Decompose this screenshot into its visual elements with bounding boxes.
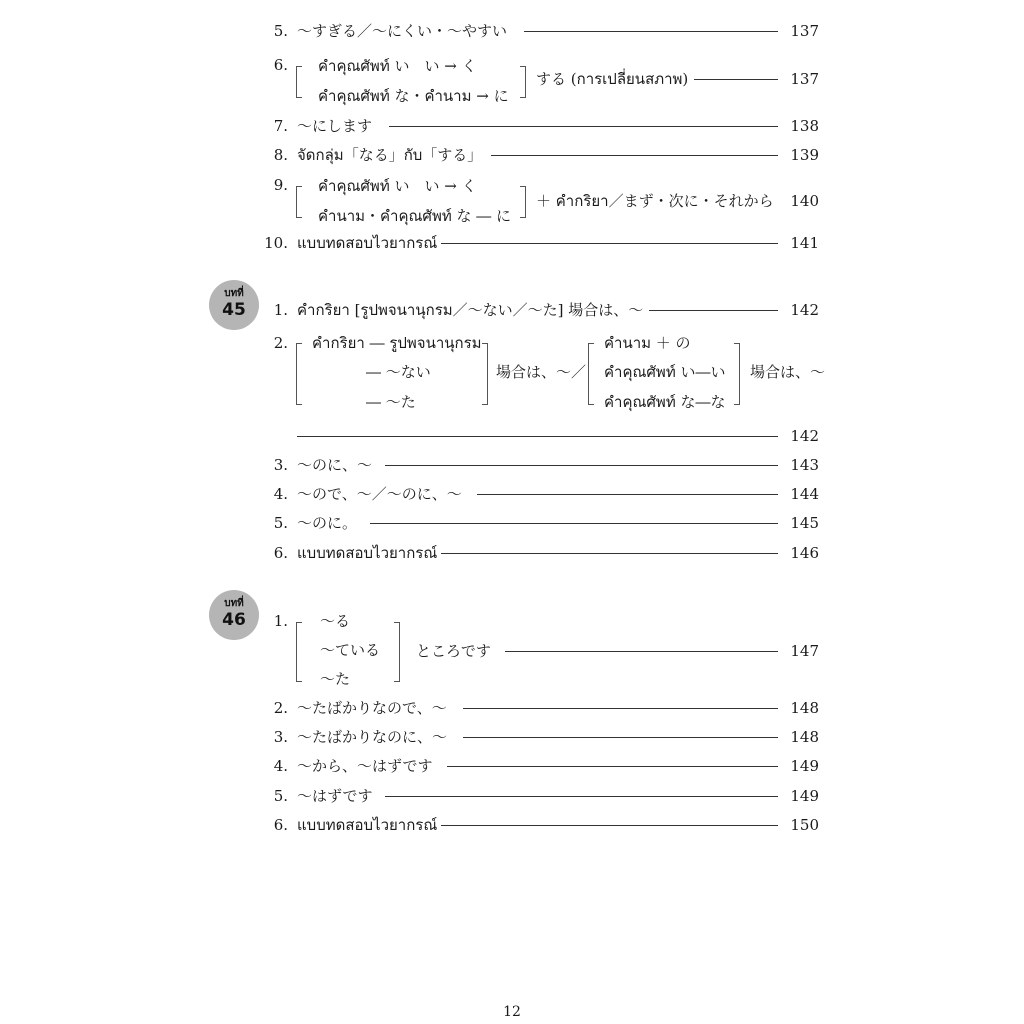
entry-number: 3. xyxy=(273,728,288,746)
dot-leader xyxy=(505,651,778,652)
toc-entry xyxy=(0,755,1024,777)
entry-suffix: 場合は、～ xyxy=(750,363,826,381)
toc-entry xyxy=(0,512,1024,534)
toc-entry xyxy=(0,697,1024,719)
entry-page: 150 xyxy=(790,816,819,834)
entry-title: ～から、～はずです xyxy=(297,757,433,775)
right-bracket xyxy=(520,186,526,218)
entry-title: จัดกลุ่ม「なる」กับ「する」 xyxy=(297,146,483,164)
entry-number: 2. xyxy=(273,699,288,717)
left-bracket xyxy=(296,343,302,405)
entry-page: 145 xyxy=(790,514,819,532)
entry-number: 2. xyxy=(273,334,288,352)
bracket-line-1: ～る xyxy=(320,612,351,630)
right-bracket xyxy=(394,622,400,682)
dot-leader xyxy=(441,243,778,244)
entry-title: ～のに。 xyxy=(297,514,358,532)
toc-entry xyxy=(0,115,1024,137)
dot-leader xyxy=(441,825,778,826)
toc-entry xyxy=(0,144,1024,166)
entry-title: ～すぎる／～にくい・～やすい xyxy=(297,22,508,40)
toc-entry xyxy=(0,542,1024,564)
dot-leader xyxy=(524,31,778,32)
lesson-badge-number: 46 xyxy=(222,610,246,630)
toc-entry xyxy=(0,232,1024,254)
entry-title: ～ので、～／～のに、～ xyxy=(297,485,462,503)
entry-suffix: する (การเปลี่ยนสภาพ) xyxy=(536,70,689,88)
page-number: 12 xyxy=(503,1004,521,1020)
bracket-line-1: คำนาม ＋ の xyxy=(604,334,691,352)
dot-leader xyxy=(389,126,778,127)
entry-number: 4. xyxy=(273,757,288,775)
dot-leader xyxy=(463,737,778,738)
entry-number: 3. xyxy=(273,456,288,474)
toc-entry xyxy=(0,483,1024,505)
entry-number: 10. xyxy=(264,234,288,252)
right-bracket xyxy=(734,343,740,405)
entry-number: 5. xyxy=(273,787,288,805)
entry-page: 146 xyxy=(790,544,819,562)
toc-entry xyxy=(0,299,1024,321)
dot-leader xyxy=(447,766,778,767)
entry-number: 7. xyxy=(273,117,288,135)
dot-leader xyxy=(297,436,778,437)
entry-title: ～のに、～ xyxy=(297,456,373,474)
entry-title: ～にします xyxy=(297,117,373,135)
lesson-badge-label: บทที่ xyxy=(224,288,244,299)
entry-page: 137 xyxy=(790,22,819,40)
entry-number: 6. xyxy=(273,544,288,562)
toc-entry xyxy=(0,20,1024,42)
bracket-line-2: คำคุณศัพท์ な・คำนาม → に xyxy=(318,87,509,105)
bracket-line-3: ～た xyxy=(320,670,351,688)
dot-leader xyxy=(370,523,778,524)
entry-number: 1. xyxy=(273,612,288,630)
entry-title: แบบทดสอบไวยากรณ์ xyxy=(297,544,438,562)
dot-leader xyxy=(385,796,778,797)
entry-title: ～たばかりなので、～ xyxy=(297,699,447,717)
entry-page: 139 xyxy=(790,146,819,164)
bracket-line-2: คำนาม・คำคุณศัพท์ な ― に xyxy=(318,207,512,225)
entry-page: 149 xyxy=(790,757,819,775)
right-bracket xyxy=(482,343,488,405)
right-bracket xyxy=(520,66,526,98)
left-bracket xyxy=(296,66,302,98)
toc-entry xyxy=(0,814,1024,836)
left-bracket xyxy=(588,343,594,405)
dot-leader xyxy=(463,708,778,709)
entry-page: 141 xyxy=(790,234,819,252)
entry-number: 4. xyxy=(273,485,288,503)
left-bracket xyxy=(296,622,302,682)
entry-page: 144 xyxy=(790,485,819,503)
entry-number: 9. xyxy=(273,176,288,194)
entry-number: 8. xyxy=(273,146,288,164)
entry-number: 6. xyxy=(273,816,288,834)
bracket-line-2: ～ている xyxy=(320,641,381,659)
entry-page: 143 xyxy=(790,456,819,474)
entry-number: 5. xyxy=(273,514,288,532)
entry-page: 147 xyxy=(790,642,819,660)
toc-entry xyxy=(0,785,1024,807)
entry-title: แบบทดสอบไวยากรณ์ xyxy=(297,816,438,834)
entry-title: ～たばかりなのに、～ xyxy=(297,728,448,746)
left-bracket xyxy=(296,186,302,218)
entry-page: 148 xyxy=(790,699,819,717)
entry-page: 137 xyxy=(790,70,819,88)
entry-suffix: ＋ คำกริยา／まず・次に・それから xyxy=(536,192,774,210)
bracket-line-2: ― ～ない xyxy=(366,363,431,381)
toc-entry xyxy=(0,726,1024,748)
entry-title: คำกริยา [รูปพจนานุกรม／～ない／～た] 場合は、～ xyxy=(297,301,644,319)
dot-leader xyxy=(477,494,778,495)
lesson-badge-number: 45 xyxy=(222,300,246,320)
entry-page: 140 xyxy=(790,192,819,210)
entry-title: ～はずです xyxy=(297,787,373,805)
entry-page: 149 xyxy=(790,787,819,805)
dot-leader xyxy=(491,155,778,156)
entry-suffix: ところです xyxy=(416,642,491,660)
bracket-middle-text: 場合は、～／ xyxy=(496,363,587,381)
entry-page: 138 xyxy=(790,117,819,135)
dot-leader xyxy=(385,465,778,466)
entry-page: 142 xyxy=(790,301,819,319)
bracket-line-1: คำกริยา ― รูปพจนานุกรม xyxy=(312,334,482,352)
bracket-line-3: ― ～た xyxy=(366,393,416,411)
entry-number: 1. xyxy=(273,301,288,319)
entry-number: 5. xyxy=(273,22,288,40)
entry-page: 148 xyxy=(790,728,819,746)
lesson-badge-label: บทที่ xyxy=(224,598,244,609)
bracket-line-1: คำคุณศัพท์ い い → く xyxy=(318,57,477,75)
dot-leader xyxy=(694,79,778,80)
bracket-line-2: คำคุณศัพท์ い―い xyxy=(604,363,726,381)
bracket-line-3: คำคุณศัพท์ な―な xyxy=(604,393,726,411)
entry-page: 142 xyxy=(790,427,819,445)
entry-title: แบบทดสอบไวยากรณ์ xyxy=(297,234,438,252)
entry-number: 6. xyxy=(273,56,288,74)
dot-leader xyxy=(649,310,778,311)
bracket-line-1: คำคุณศัพท์ い い → く xyxy=(318,177,477,195)
dot-leader xyxy=(441,553,778,554)
toc-entry xyxy=(0,454,1024,476)
